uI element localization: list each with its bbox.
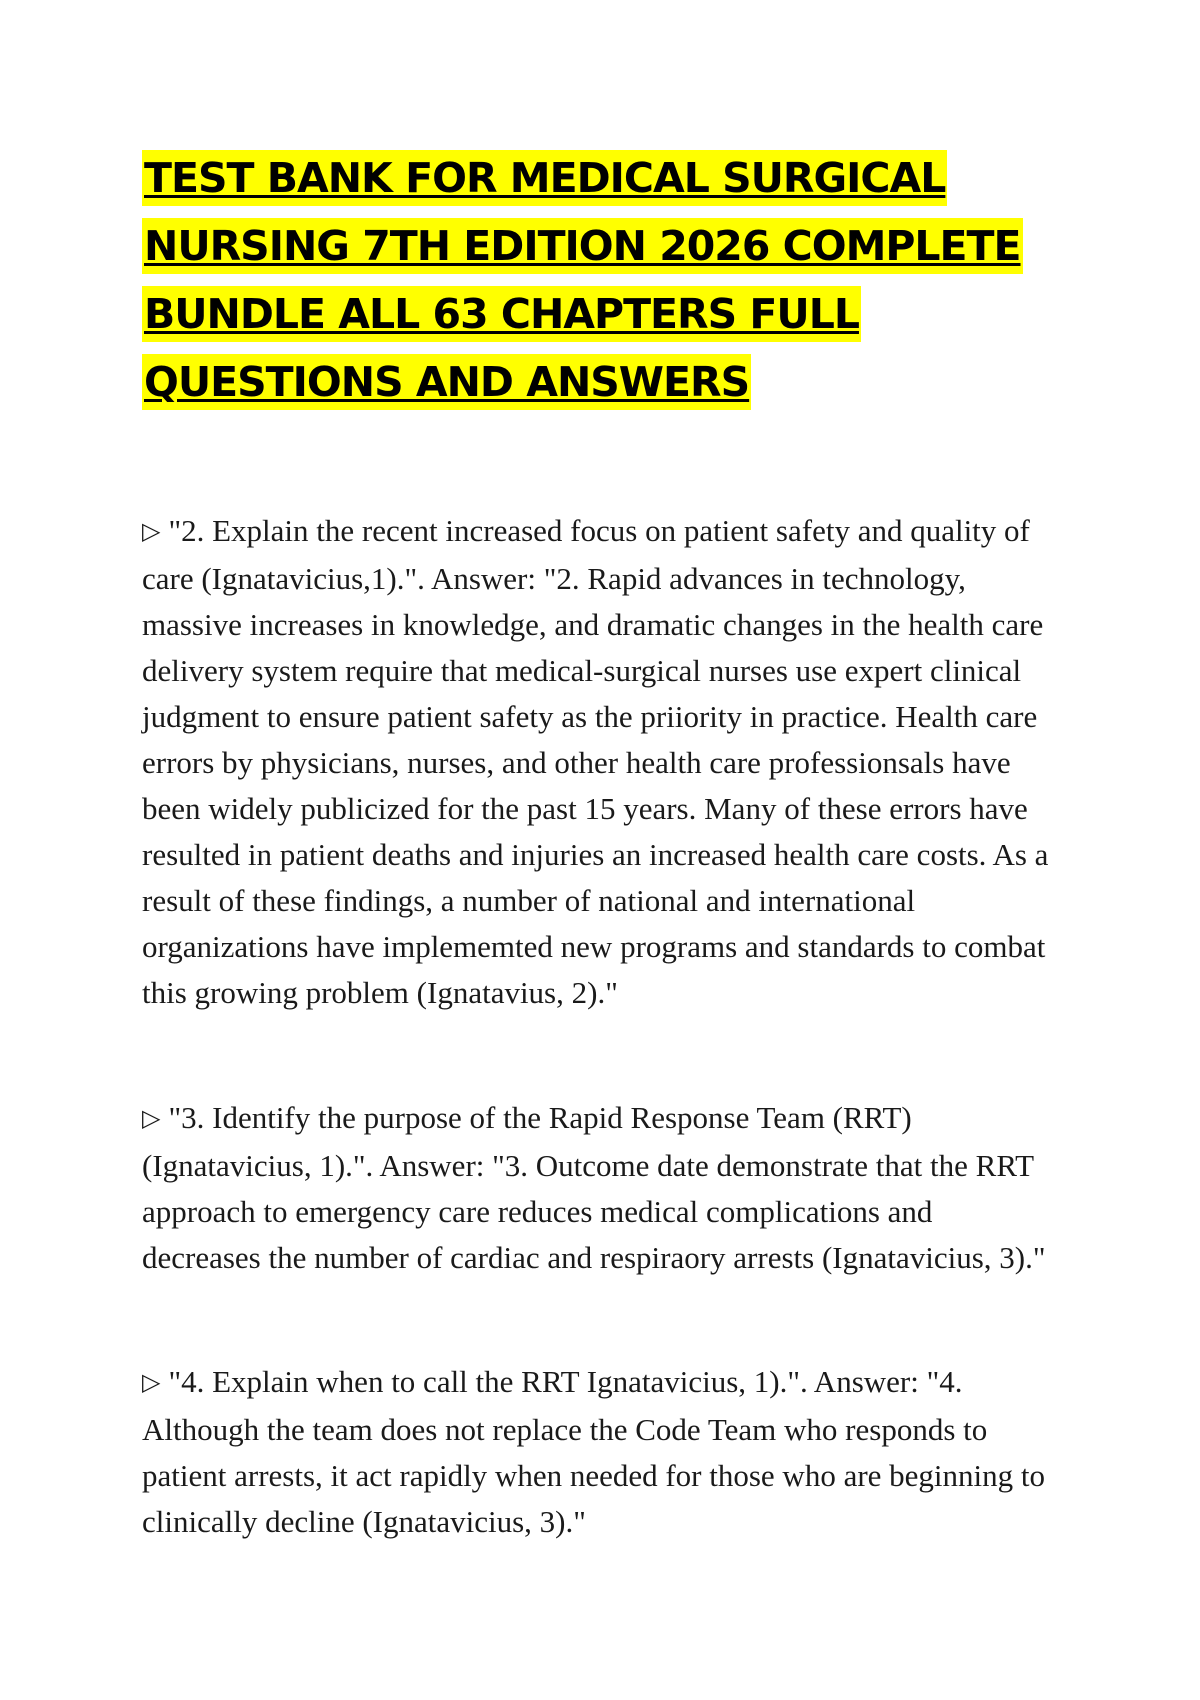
qa-item-2: [142, 508, 1072, 1016]
qa-line: [142, 508, 1072, 556]
qa-line: patient arrests, it act rapidly when needed for those who are beginning to: [142, 1458, 1046, 1493]
qa-line: resulted in patient deaths and injuries an increased health care costs. As a: [142, 837, 1049, 872]
qa-line: [142, 1095, 1072, 1143]
qa-line: Although the team does not replace the Code Team who responds to: [142, 1412, 988, 1447]
qa-line: result of these findings, a number of national and international: [142, 883, 916, 918]
qa-line: organizations have implememted new programs and standards to combat: [142, 929, 1046, 964]
qa-line: judgment to ensure patient safety as the priiority in practice. Health care: [142, 699, 1038, 734]
qa-line: decreases the number of cardiac and respiraory arrests (Ignatavicius, 3).": [142, 1240, 1046, 1275]
qa-line: errors by physicians, nurses, and other health care professionsals have: [142, 745, 1011, 780]
title-line: [142, 354, 1072, 422]
qa-line: this growing problem (Ignatavius, 2).": [142, 975, 618, 1010]
document-title: [142, 150, 1072, 422]
qa-item-3: [142, 1095, 1072, 1281]
triangle-right-outline-icon: ▷: [142, 1368, 161, 1396]
title-line: [142, 218, 1072, 286]
qa-item-4: [142, 1359, 1072, 1545]
qa-line: massive increases in knowledge, and dramatic changes in the health care: [142, 607, 1044, 642]
qa-line: (Ignatavicius, 1).". Answer: "3. Outcome date demonstrate that the RRT: [142, 1148, 1035, 1183]
qa-line-text: "3. Identify the purpose of the Rapid Response Team (RRT): [168, 1100, 912, 1135]
qa-line: been widely publicized for the past 15 years. Many of these errors have: [142, 791, 1028, 826]
title-line: [142, 286, 1072, 354]
qa-line: clinically decline (Ignatavicius, 3).": [142, 1504, 586, 1539]
title-line-text: TEST BANK FOR MEDICAL SURGICAL: [142, 150, 947, 206]
title-line-text: QUESTIONS AND ANSWERS: [142, 354, 751, 410]
title-line: [142, 150, 1072, 218]
qa-line: approach to emergency care reduces medical complications and: [142, 1194, 933, 1229]
qa-line: [142, 1359, 1072, 1407]
triangle-right-outline-icon: ▷: [142, 1104, 161, 1132]
title-line-text: NURSING 7TH EDITION 2026 COMPLETE: [142, 218, 1023, 274]
triangle-right-outline-icon: ▷: [142, 517, 161, 545]
qa-line-text: "2. Explain the recent increased focus on patient safety and quality of: [168, 513, 1030, 548]
qa-line: delivery system require that medical-surgical nurses use expert clinical: [142, 653, 1022, 688]
title-line-text: BUNDLE ALL 63 CHAPTERS FULL: [142, 286, 861, 342]
qa-line: care (Ignatavicius,1).". Answer: "2. Rapid advances in technology,: [142, 561, 966, 596]
qa-line-text: "4. Explain when to call the RRT Ignatavicius, 1).". Answer: "4.: [168, 1364, 963, 1399]
